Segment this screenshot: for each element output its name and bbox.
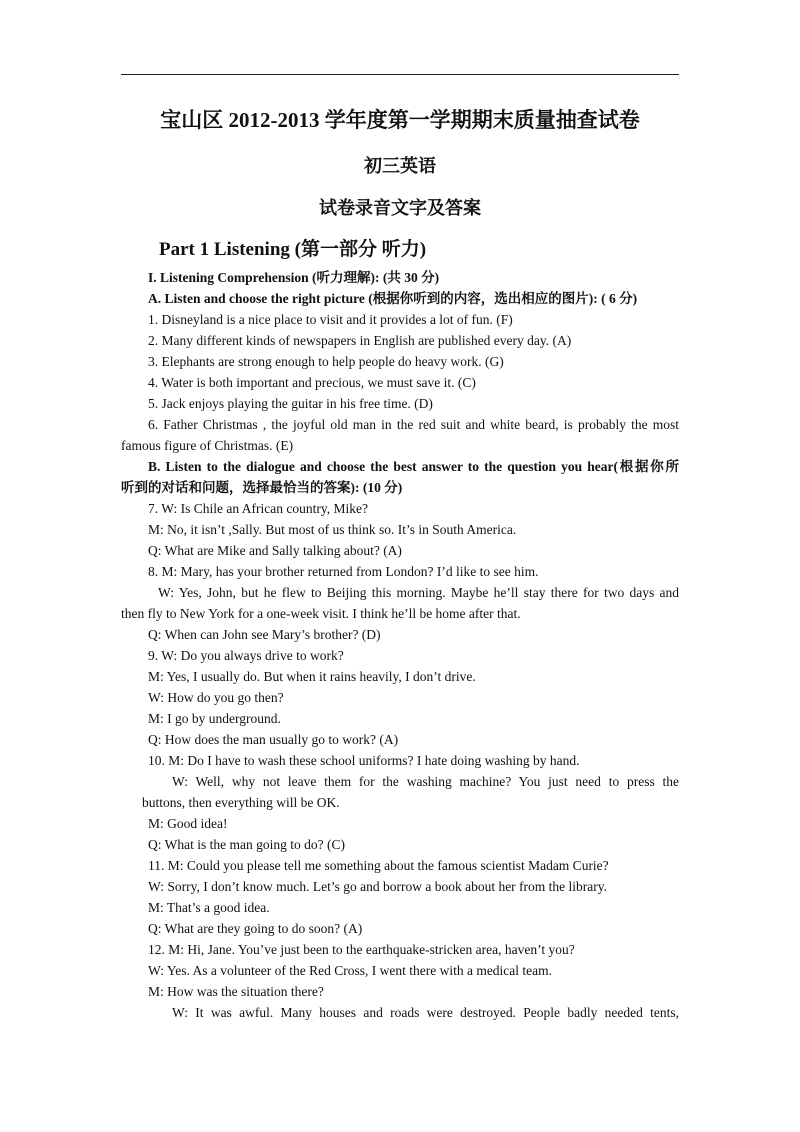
transcript-line: Q: What are they going to do soon? (A) bbox=[148, 921, 363, 936]
transcript-line: W: How do you go then? bbox=[148, 690, 284, 705]
transcript-line: Q: When can John see Mary’s brother? (D) bbox=[148, 627, 381, 642]
transcript-line: Q: How does the man usually go to work? (A) bbox=[148, 732, 399, 747]
transcript-line: M: That’s a good idea. bbox=[148, 900, 270, 915]
transcript-line: Q: What are Mike and Sally talking about? (A) bbox=[148, 543, 402, 558]
transcript-line: 5. Jack enjoys playing the guitar in his free time. (D) bbox=[148, 396, 433, 411]
header-rule bbox=[121, 74, 679, 75]
transcript-line: W: Sorry, I don’t know much. Let’s go and borrow a book about her from the library. bbox=[148, 879, 608, 894]
part-heading: Part 1 Listening (第一部分 听力) bbox=[159, 239, 427, 260]
transcript-line: W: Yes, John, but he flew to Beijing this morning. Maybe he’ll stay there for two days and bbox=[158, 585, 679, 600]
transcript-line: famous figure of Christmas. (E) bbox=[121, 438, 294, 453]
transcript-line: 9. W: Do you always drive to work? bbox=[148, 648, 344, 663]
transcript-line: 听到的对话和问题，选择最恰当的答案): (10 分) bbox=[121, 480, 403, 495]
transcript-line: W: Well, why not leave them for the washing machine? You just need to press the bbox=[172, 774, 679, 789]
transcript-line: 6. Father Christmas , the joyful old man in the red suit and white beard, is probably the most bbox=[148, 417, 679, 432]
transcript-line: 2. Many different kinds of newspapers in English are published every day. (A) bbox=[148, 333, 572, 348]
transcript-line: M: No, it isn’t ,Sally. But most of us think so. It’s in South America. bbox=[148, 522, 517, 537]
transcript-line: W: Yes. As a volunteer of the Red Cross, I went there with a medical team. bbox=[148, 963, 553, 978]
transcript-line: W: It was awful. Many houses and roads were destroyed. People badly needed tents, bbox=[172, 1005, 679, 1020]
section-title: 试卷录音文字及答案 bbox=[319, 198, 481, 218]
transcript-line: B. Listen to the dialogue and choose the best answer to the question you hear(根据你所 bbox=[148, 459, 679, 474]
subject-title: 初三英语 bbox=[364, 156, 436, 176]
transcript-line: then fly to New York for a one-week visit. I think he’ll be home after that. bbox=[121, 606, 521, 621]
transcript-line: M: How was the situation there? bbox=[148, 984, 324, 999]
transcript-line: 11. M: Could you please tell me something about the famous scientist Madam Curie? bbox=[148, 858, 609, 873]
transcript-line: M: Yes, I usually do. But when it rains heavily, I don’t drive. bbox=[148, 669, 476, 684]
transcript-line: 12. M: Hi, Jane. You’ve just been to the earthquake-stricken area, haven’t you? bbox=[148, 942, 575, 957]
transcript-line: A. Listen and choose the right picture (根据你听到的内容，选出相应的图片): ( 6 分) bbox=[148, 291, 638, 306]
transcript-line: 3. Elephants are strong enough to help people do heavy work. (G) bbox=[148, 354, 504, 369]
transcript-line: 8. M: Mary, has your brother returned from London? I’d like to see him. bbox=[148, 564, 539, 579]
transcript-line: I. Listening Comprehension (听力理解): (共 30 分) bbox=[148, 270, 440, 285]
transcript-line: M: I go by underground. bbox=[148, 711, 281, 726]
transcript-line: 4. Water is both important and precious, we must save it. (C) bbox=[148, 375, 476, 390]
transcript-line: Q: What is the man going to do? (C) bbox=[148, 837, 345, 852]
transcript-line: buttons, then everything will be OK. bbox=[142, 795, 340, 810]
transcript-line: 1. Disneyland is a nice place to visit and it provides a lot of fun. (F) bbox=[148, 312, 513, 327]
exam-title: 宝山区 2012-2013 学年度第一学期期末质量抽查试卷 bbox=[160, 108, 640, 132]
transcript-line: 10. M: Do I have to wash these school uniforms? I hate doing washing by hand. bbox=[148, 753, 580, 768]
transcript-line: M: Good idea! bbox=[148, 816, 228, 831]
transcript-line: 7. W: Is Chile an African country, Mike? bbox=[148, 501, 368, 516]
